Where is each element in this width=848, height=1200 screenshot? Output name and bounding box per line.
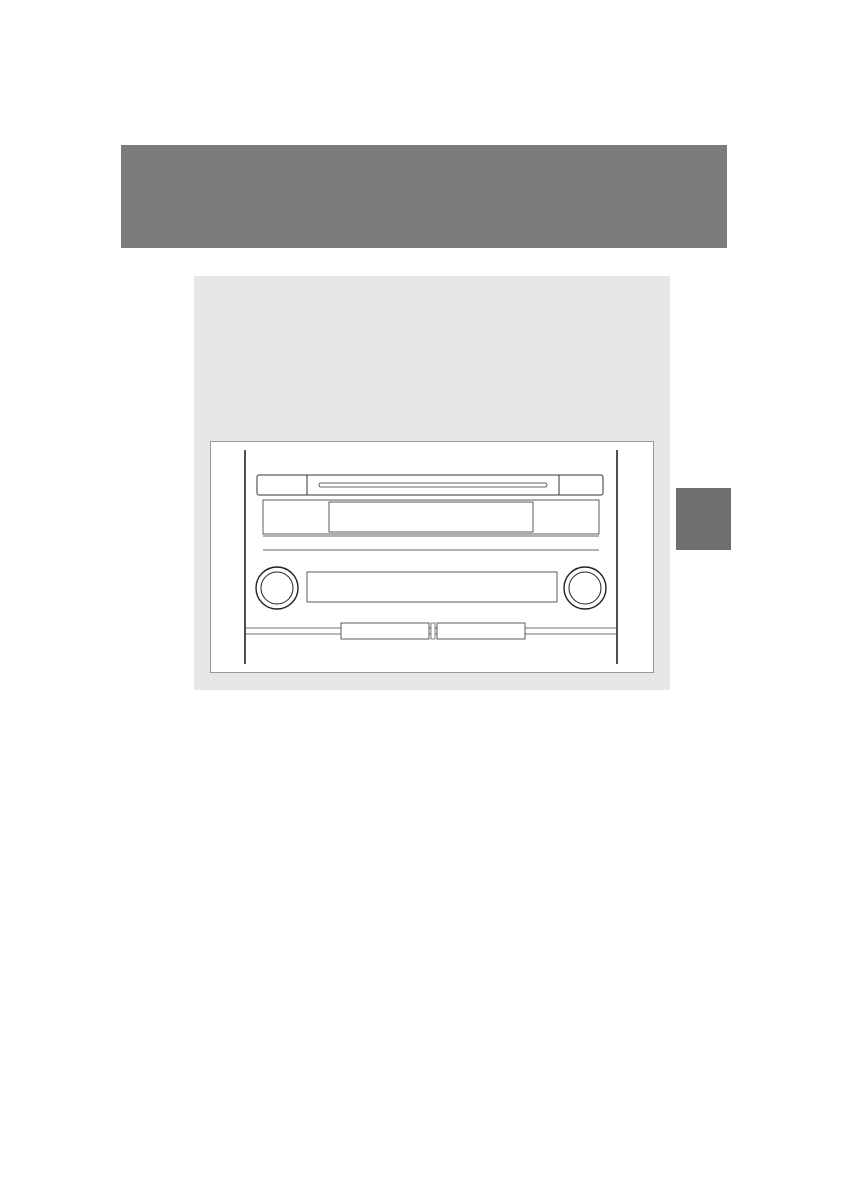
list-item-with-navigation xyxy=(210,283,226,303)
content-box xyxy=(194,276,670,690)
seek-track-button[interactable] xyxy=(341,623,429,639)
chapter-tab xyxy=(676,488,731,550)
tune-sel-knob[interactable] xyxy=(564,567,606,609)
audio-unit-figure xyxy=(210,441,654,673)
pwr-vol-knob[interactable] xyxy=(256,567,298,609)
type-disc-button[interactable] xyxy=(437,623,525,639)
type-label xyxy=(210,405,226,425)
header-band xyxy=(121,145,727,248)
audio-unit-illustration xyxy=(211,442,653,672)
list-item-without-navigation xyxy=(210,354,226,374)
